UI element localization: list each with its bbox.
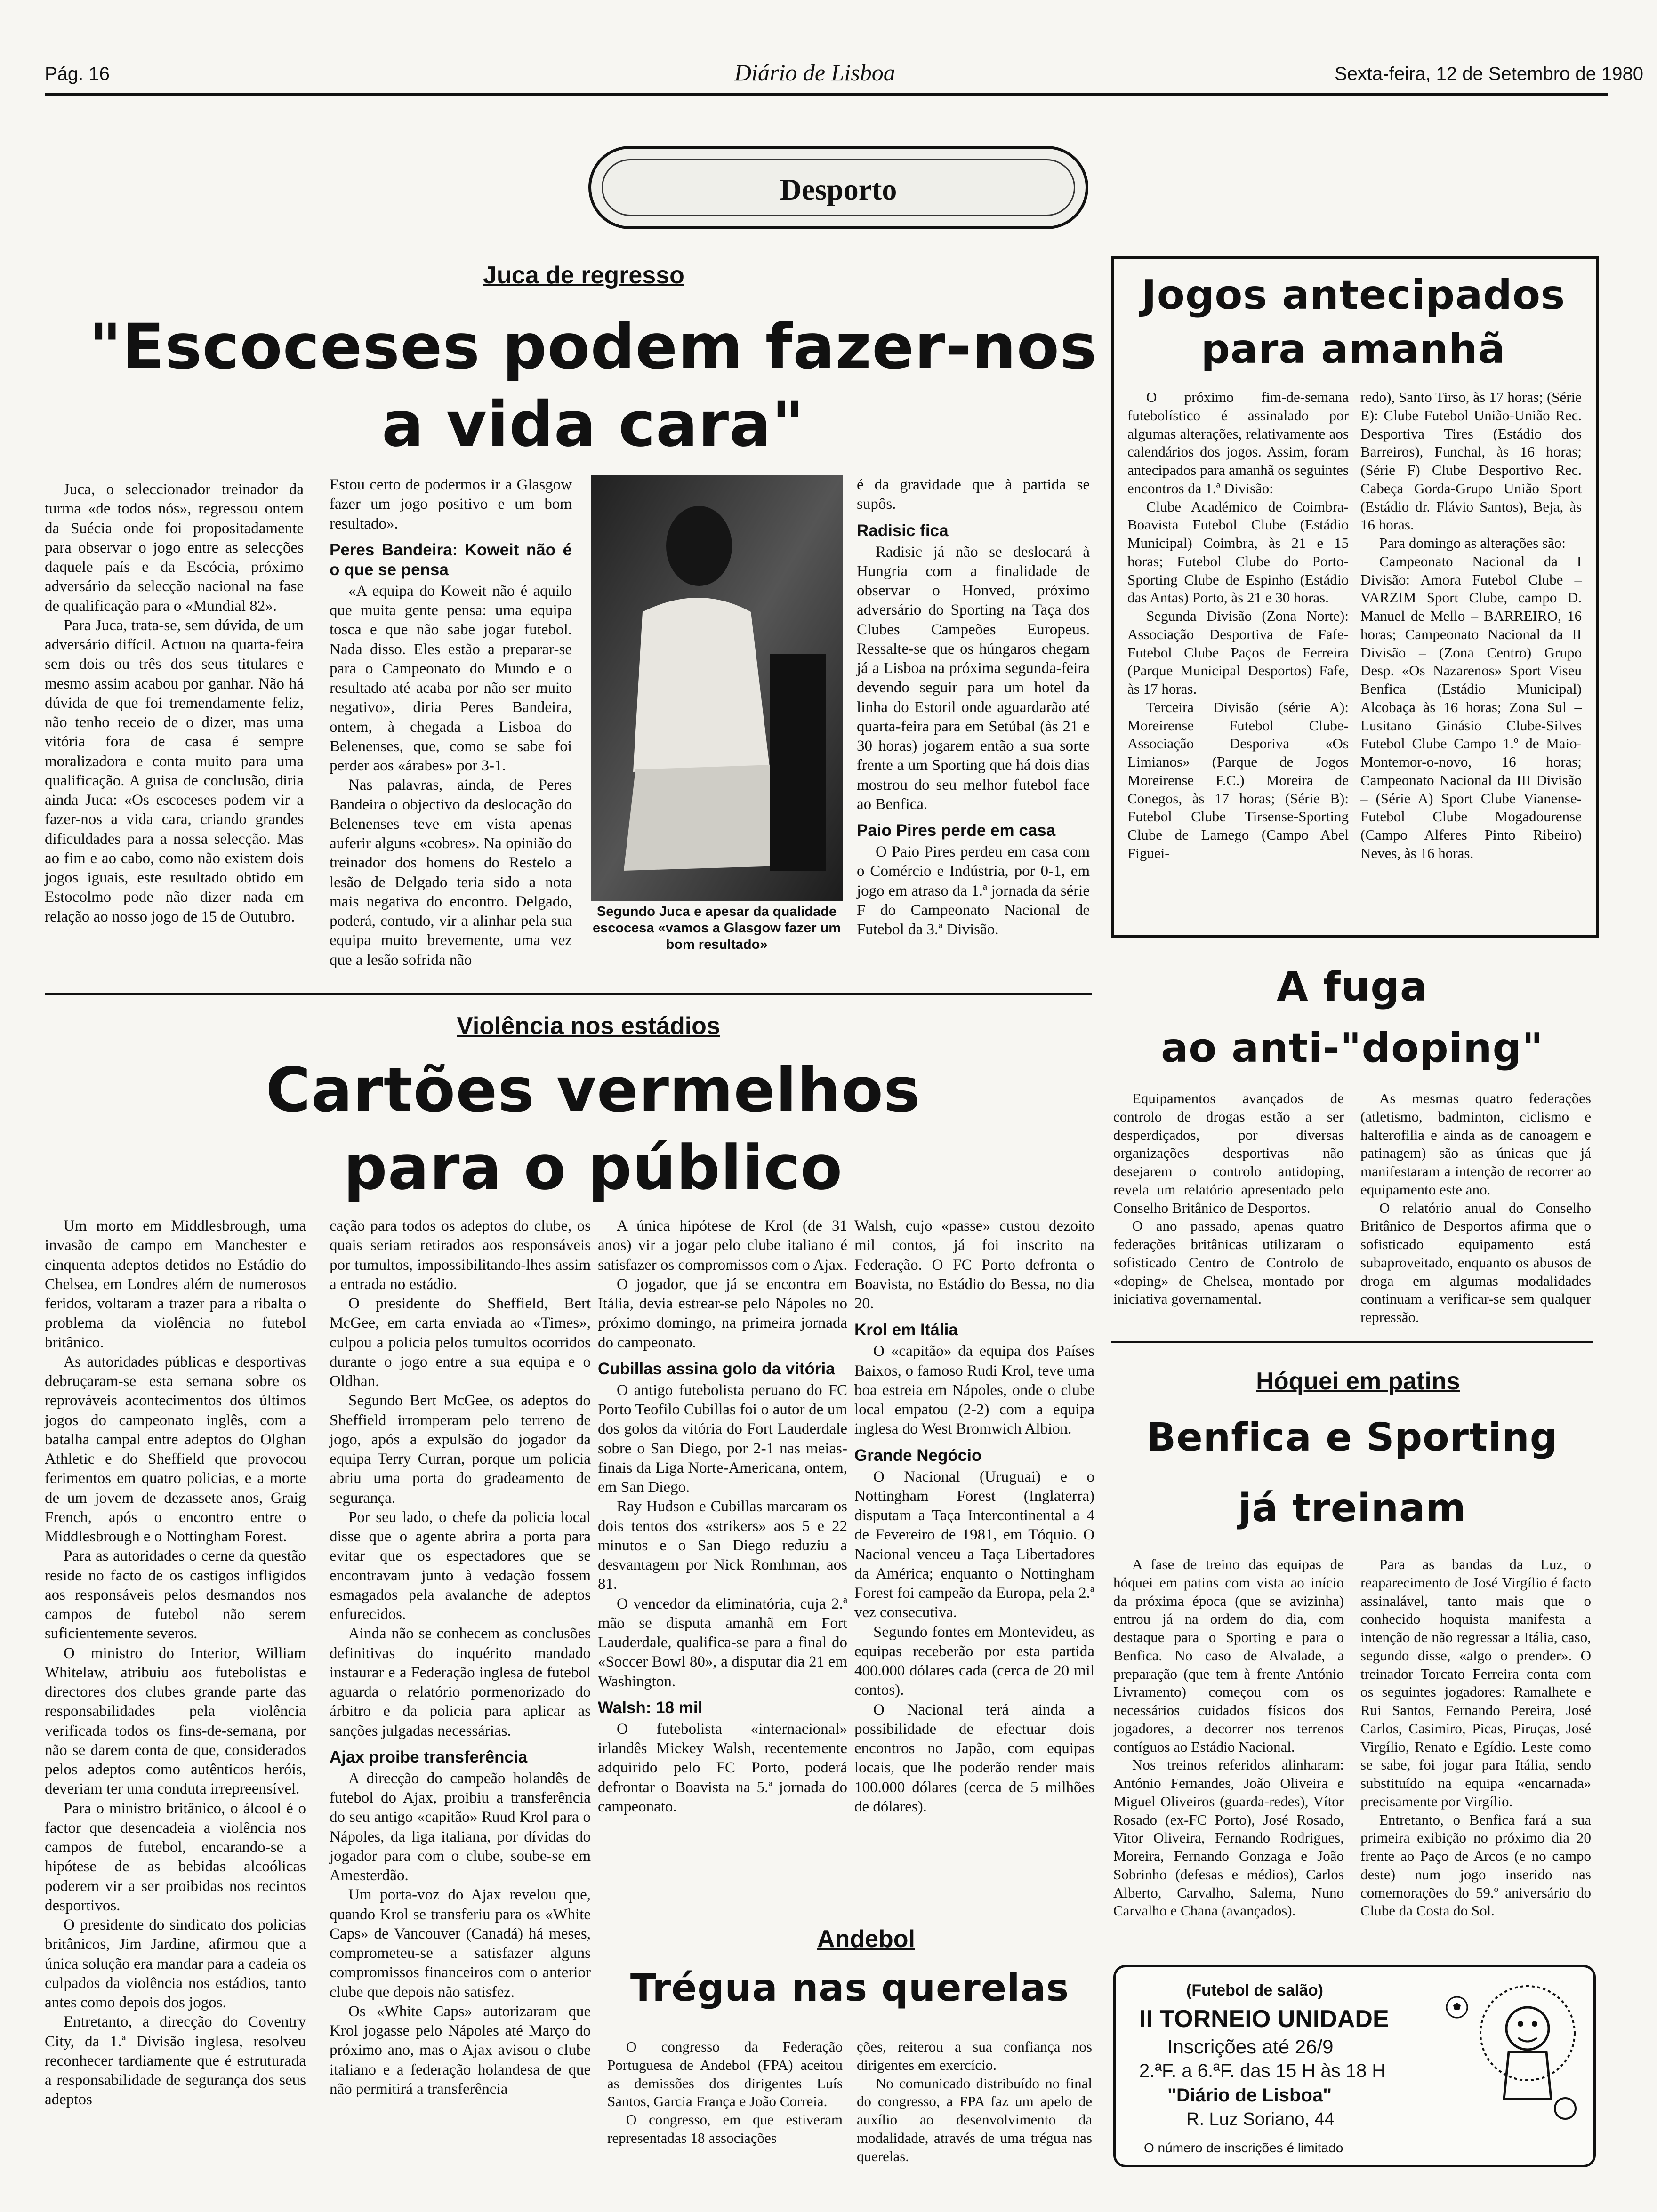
juca-photo [591, 475, 843, 901]
story1-column-2: Estou certo de podermos ir a Glasgow fazer um jogo positivo e um bom resultado». Peres Bandeira: Koweit não é o que se pensa «A equipa do Koweit não é aquilo que muita gente pensa: uma equipa tosca e que não sabe jogar futebol. Nada disso. Eles estão a preparar-se para o Campeonato do Mundo e o resultado até acaba por não ser muito negativo», diria Peres Bandeira, ontem, à chegada a Lisboa do Belenenses, que, como se sabe foi perder aos «árabes» por 3-1. Nas palavras, ainda, de Peres Bandeira o objectivo da deslocação do Belenenses teve em vista apenas auferir alguns «cobres». Na opinião do treinador dos homens do Restelo a lesão de Delgado teria sido a nota mais negativa do encontro. Delgado, poderá, contudo, vir a alinhar pela sua equipa muito brevemente, uma vez que a lesão sofrida não [330, 476, 572, 969]
newspaper-name: Diário de Lisboa [734, 59, 895, 86]
story4-headline-line1: A fuga [1277, 963, 1428, 1010]
story1-subhead-peres: Peres Bandeira: Koweit não é o que se pensa [330, 540, 572, 579]
story1-kicker: Juca de regresso [483, 262, 684, 289]
story3-column-1: Um morto em Middlesbrough, uma invasão de campo em Manchester e cinquenta adeptos detidos no Estádio do Chelsea, em Londres além de numerosos feridos, voltaram a trazer para a ribalta o problema da violência no futebol britânico. As autoridades públicas e desportivas debruçaram-se esta semana sobre os reprováveis acontecimentos dos últimos jogos do campeonato inglês, com a batalha campal entre adeptos do Olghan Athletic e do Sheffield que provocou ferimentos em quatro policias, e a morte de um jovem de dezassete anos, Graig French, após o encontro entre o Middlesbrough e o Nottingham Forest. Para as autoridades o cerne da questão reside no facto de os castigos infligidos aos responsáveis pelos desmandos nos campos de futebol não serem suficientemente severos. O ministro do Interior, William Whitelaw, atribuiu aos futebolistas e directores dos clubes grande parte das responsabilidades pela violência verificada todos os fins-de-semana, por não se darem conta de que, considerados pelos adeptos como autênticos heróis, deveriam ter uma conduta irrepreensível. Para o ministro britânico, o álcool é o factor que desencadeia a violência nos campos de futebol, encarando-se a hipótese de as bebidas alcoólicas poderem vir a ser proibidas nos recintos desportivos. O presidente do sindicato dos policias britânicos, Jim Jardine, afirmou que a única solução era mandar para a cadeia os culpados da violência nos estádios, tanto antes como depois dos jogos. Entretanto, a direcção do Coventry City, da 1.ª Divisão inglesa, resolveu reconhecer tardiamente que é estruturada a responsabilidade de segurança dos seus adeptos [45, 1218, 306, 2108]
story6-column-2: ções, reiterou a sua confiança nos dirigentes em exercício. No comunicado distribuído no final do congresso, a FPA faz um apelo de auxílio ao desenvolvimento da modalidade, através de uma trégua nas querelas. [857, 2038, 1092, 2164]
story3-headline-line1: Cartões vermelhos [265, 1054, 921, 1126]
ad-line-3: Inscrições até 26/9 [1167, 2036, 1334, 2058]
story3-headline-line2: para o público [343, 1132, 843, 1203]
divider-right [1111, 1341, 1593, 1343]
ad-line-7: O número de inscrições é limitado [1144, 2140, 1343, 2155]
story5-headline-line2: já treinam [1238, 1486, 1466, 1531]
story2-headline-line1: Jogos antecipados [1141, 272, 1566, 319]
story5-headline-line1: Benfica e Sporting [1146, 1415, 1558, 1460]
section-title: Desporto [780, 173, 897, 206]
story6-column-1: O congresso da Federação Portuguesa de Andebol (FPA) aceitou as demissões dos dirigentes Luís Santos, Garcia França e João Correia. O congresso, em que estiveram representadas 18 associações [607, 2038, 843, 2146]
story4-column-2: As mesmas quatro federações (atletismo, badminton, ciclismo e halterofilia e ainda as de canoagem e patinagem) são as únicas que já manifestaram a intenção de recorrer ao equipamento este ano. O relatório anual do Conselho Britânico de Desportos afirma que o sofisticado equipamento está subaproveitado, enquanto os abusos de droga em algumas modalidades continuam a verificar-se sem qualquer repressão. [1360, 1090, 1591, 1325]
story1-headline-line1: "Escoceses podem fazer-nos [89, 311, 1097, 383]
page-number: Pág. 16 [45, 64, 110, 84]
story1-subhead-paio: Paio Pires perde em casa [857, 821, 1056, 840]
story3-column-2: cação para todos os adeptos do clube, os quais seriam retirados aos responsáveis por tumultos, impossibilitando-lhes assim a entrada no estádio. O presidente do Sheffield, Bert McGee, em carta enviada ao «Times», culpou a policia pelos tumultos ocorridos durante o jogo entre a sua equipa e o Oldhan. Segundo Bert McGee, os adeptos do Sheffield irromperam pelo terreno de jogo, após a expulsão do jogador da equipa Terry Curran, porque um policia abriu uma porta do gradeamento de segurança. Por seu lado, o chefe da policia local disse que o agente abrira a porta para evitar que os espectadores que se encontravam junto à vedação fossem esmagados pela avalanche de adeptos enfurecidos. Ainda não se conhecem as conclusões definitivas do inquérito mandado instaurar e a Federação inglesa de futebol aguarda o relatório pormenorizado do árbitro e da policia para aplicar as sanções julgadas necessárias. Ajax proibe transferência A direcção do campeão holandês de futebol do Ajax, proibiu a transferência do seu antigo «capitão» Ruud Krol para o Nápoles, da liga italiana, por dívidas do jogador para com o clube, soube-se em Amesterdão. Um porta-voz do Ajax revelou que, quando Krol se transferiu para os «White Caps» de Vancouver (Canadá) há meses, comprometeu-se a satisfazer alguns compromissos financeiros com o anterior clube que depois não satisfez. Os «White Caps» autorizaram que Krol jogasse pelo Nápoles até Março do próximo ano, mas o Ajax avisou o clube italiano e a federação holandesa de que não permitirá a transferência [330, 1218, 591, 2098]
mascot-logo [1471, 1977, 1584, 2137]
tournament-ad [1113, 1965, 1596, 2167]
story3-subhead-walsh: Walsh: 18 mil [598, 1698, 703, 1717]
story5-column-1: A fase de treino das equipas de hóquei em patins com vista ao início da próxima época (que se avizinha) entrou já na ordem do dia, com destaque para o Sporting e para o Benfica. No caso de Alvalade, a preparação (que tem à frente António Livramento) começou com os necessários cuidados físicos dos jogadores, a decorrer nos terrenos contíguos ao Estádio Nacional. Nos treinos referidos alinharam: António Fernandes, João Oliveira e Miguel Oliveiros (guarda-redes), Vítor Rosado (ex-FC Porto), José Rosado, Vitor Oliveira, Fernando Rodrigues, Moreira, Fernando Gonzaga e João Sobrinho (defesas e médios), Carlos Alberto, Carvalho, Salema, Nuno Carvalho e Chana (avançados). [1113, 1556, 1344, 1919]
story2-column-1: O próximo fim-de-semana futebolístico é assinalado por algumas alterações, relativamente aos calendários dos jogos. Assim, foram antecipados para amanhã os seguintes encontros da 1.ª Divisão: Clube Académico de Coimbra-Boavista Futebol Clube (Estádio Municipal) Coimbra, às 21 e 15 horas; Futebol Clube do Porto-Sporting Clube de Espinho (Estádio das Antas) Porto, às 21 e 30 horas. Segunda Divisão (Zona Norte): Associação Desportiva de Fafe-Futebol Clube Paços de Ferreira (Parque Municipal Desportos) Fafe, às 17 horas. Terceira Divisão (série A): Moreirense Futebol Clube-Associação Desporiva «Os Limianos» (Parque de Jogos Moreirense F.C.) Moreira de Conegos, às 17 horas; (Série B): Futebol Clube Tirsense-Sporting Clube de Lamego (Campo Abel Figuei- [1127, 389, 1349, 861]
story3-column-3: A única hipótese de Krol (de 31 anos) vir a jogar pelo clube italiano é satisfazer os compromissos com o Ajax. O jogador, que já se encontra em Itália, devia estrear-se pelo Nápoles no próximo domingo, na primeira jornada do campeonato. Cubillas assina golo da vitória O antigo futebolista peruano do FC Porto Teofilo Cubillas foi o autor de um dos golos da vitória do Fort Lauderdale sobre o San Diego, por 2-1 nas meias-finais da Liga Norte-Americana, ontem, em San Diego. Ray Hudson e Cubillas marcaram os dois tentos dos «strikers» aos 5 e 22 minutos e o San Diego reduziu a desvantagem por Nick Romhman, aos 81. O vencedor da eliminatória, cuja 2.ª mão se disputa amanhã em Fort Lauderdale, qualifica-se para a final do «Soccer Bowl 80», a disputar dia 21 em Washington. Walsh: 18 mil O futebolista «internacional» irlandês Mickey Walsh, recentemente adquirido pelo FC Porto, poderá defrontar o Boavista na 5.ª jornada do campeonato. [598, 1218, 847, 1815]
story5-kicker: Hóquei em patins [1256, 1368, 1460, 1395]
issue-date: Sexta-feira, 12 de Setembro de 1980 [1335, 64, 1643, 84]
story6-kicker: Andebol [817, 1925, 915, 1953]
story3-column-4: Walsh, cujo «passe» custou dezoito mil contos, já foi inscrito na Federação. O FC Porto defronta o Boavista, no Estádio do Bessa, no dia 20. Krol em Itália O «capitão» da equipa dos Países Baixos, o famoso Rudi Krol, teve uma boa estreia em Nápoles, onde o clube local empatou (2-2) com a equipa inglesa do West Bromwich Albion. Grande Negócio O Nacional (Uruguai) e o Nottingham Forest (Inglaterra) disputam a Taça Intercontinental a 4 de Fevereiro de 1981, em Tóquio. O Nacional venceu a Taça Libertadores da América; enquanto o Nottingham Forest foi campeão da Europa, pela 2.ª vez consecutiva. Segundo fontes em Montevideu, as equipas receberão por esta partida 400.000 dólares cada (cerca de 20 mil contos). O Nacional terá ainda a possibilidade de efectuar dois encontros no Japão, com equipas locais, que lhe poderão render mais 100.000 dólares (cerca de 5 milhões de dólares). [854, 1218, 1094, 1815]
story3-kicker: Violência nos estádios [457, 1012, 720, 1040]
ad-line-2: II TORNEIO UNIDADE [1139, 2005, 1389, 2033]
ad-line-1: (Futebol de salão) [1186, 1981, 1323, 1999]
photo-caption: Segundo Juca e apesar da qualidade escocesa «vamos a Glasgow fazer um bom resultado» [592, 904, 841, 952]
header-rule [45, 93, 1608, 96]
football-icon [1445, 1996, 1469, 2019]
story6-headline: Trégua nas querelas [630, 1966, 1070, 2010]
story3-subhead-krol: Krol em Itália [854, 1321, 958, 1339]
ad-line-6: R. Luz Soriano, 44 [1186, 2109, 1335, 2129]
story1-subhead-radisic: Radisic fica [857, 521, 949, 540]
story2-column-2: redo), Santo Tirso, às 17 horas; (Série E): Clube Futebol União-União Rec. Desportiva Tires (Estádio dos Barreiros), Funchal, às 16 horas; (Série F) Clube Desportivo Rec. Cabeça Gorda-Grupo União Sport (Estádio dr. Flávio Santos), Beja, às 16 horas. Para domingo as alterações são: Campeonato Nacional da I Divisão: Amora Futebol Clube – VARZIM Sport Clube, campo D. Manuel de Mello – BARREIRO, 16 horas; Campeonato Nacional da II Divisão – (Zona Centro) Grupo Desp. «Os Nazarenos» Sport Viseu Benfica (Estádio Municipal) Alcobaça às 16 horas; Zona Sul – Lusitano Ginásio Clube-Silves Futebol Clube Campo 1.º de Maio-Montemor-o-novo, 16 horas; Campeonato Nacional da III Divisão – (Série A) Sport Clube Vianense-Futebol Clube Mogadourense (Campo Alferes Pinto Ribeiro) Neves, às 16 horas. [1360, 389, 1582, 861]
story1-column-1: Juca, o seleccionador treinador da turma «de todos nós», regressou ontem da Suécia onde foi propositadamente para observar o jogo entre as selecções daquele país e da Escócia, próximo adversário da selecção nacional na fase de qualificação para o «Mundial 82». Para Juca, trata-se, sem dúvida, de um adversário difícil. Actuou na quarta-feira sem dois ou três dos seus titulares e mesmo assim acabou por ganhar. Não há dúvida de que foi tremendamente feliz, não tenho receio de o dizer, mas uma vitória fora de casa é sempre moralizadora e conta muito para uma qualificação. A guisa de conclusão, diria ainda Juca: «Os escoceses podem vir a fazer-nos a vida cara, criando grandes dificuldades para a nossa selecção. Mas ao fim e ao cabo, como não existem dois jogos iguais, este resultado obtido em Estocolmo pode não dizer nada em relação ao nosso jogo de 15 de Outubro. [45, 481, 304, 925]
story4-headline-line2: ao anti-"doping" [1161, 1025, 1544, 1072]
story4-column-1: Equipamentos avançados de controlo de drogas estão a ser desperdiçados, por diversas organizações desportivas não desejarem o controlo antidoping, revela um relatório apresentado pelo Conselho Britânico de Desportos. O ano passado, apenas quatro federações britânicas utilizaram o sofisticado Centro de Controlo de «doping» de Chelsea, montado por iniciativa governamental. [1113, 1090, 1344, 1307]
section-banner [588, 146, 1088, 229]
story2-headline-line2: para amanhã [1201, 326, 1506, 373]
story1-column-3: é da gravidade que à partida se supôs. Radisic fica Radisic já não se deslocará à Hungria com a finalidade de observar o Honved, próximo adversário do Sporting na Taça dos Clubes Campeões Europeus. Ressalte-se que os húngaros chegam já a Lisboa na próxima segunda-feira devendo seguir para um hotel da linha do Estoril onde aguardarão até quarta-feira para em Setúbal (às 21 e 30 horas) jogarem então a sua sorte frente a um Sporting que há dois dias mostrou do seu melhor futebol face ao Benfica. Paio Pires perde em casa O Paio Pires perdeu em casa com o Comércio e Indústria, por 0-1, em jogo em atraso da 1.ª jornada da série F do Campeonato Nacional de Futebol da 3.ª Divisão. [857, 476, 1090, 938]
story3-subhead-cubillas: Cubillas assina golo da vitória [598, 1359, 835, 1378]
story3-subhead-ajax: Ajax proibe transferência [330, 1747, 528, 1766]
story5-column-2: Para as bandas da Luz, o reaparecimento de José Virgílio é facto assinalável, tanto mais que o conhecido hoquista manifesta a intenção de não regressar a Itália, caso, segundo disse, «algo o prender». O treinador Torcato Ferreira conta com os seguintes jogadores: Ramalhete e Rui Santos, Fernando Pereira, José Carlos, Casimiro, Picas, Piruças, José Virgílio, Renato e Egídio. Leste como se sabe, foi jogar para Itália, sendo substituído na equipa «encarnada» precisamente por Virgílio. Entretanto, o Benfica fará a sua primeira exibição no próximo dia 20 frente ao Paço de Arcos (e no campo deste) num jogo inserido nas comemorações do 59.º aniversário do Clube da Costa do Sol. [1360, 1556, 1591, 1919]
story3-subhead-negocio: Grande Negócio [854, 1446, 982, 1465]
ad-line-4: 2.ªF. a 6.ªF. das 15 H às 18 H [1139, 2060, 1386, 2081]
story1-headline-line2: a vida cara" [381, 388, 805, 461]
ad-line-5: "Diário de Lisboa" [1167, 2085, 1332, 2106]
divider-mid [45, 993, 1092, 995]
